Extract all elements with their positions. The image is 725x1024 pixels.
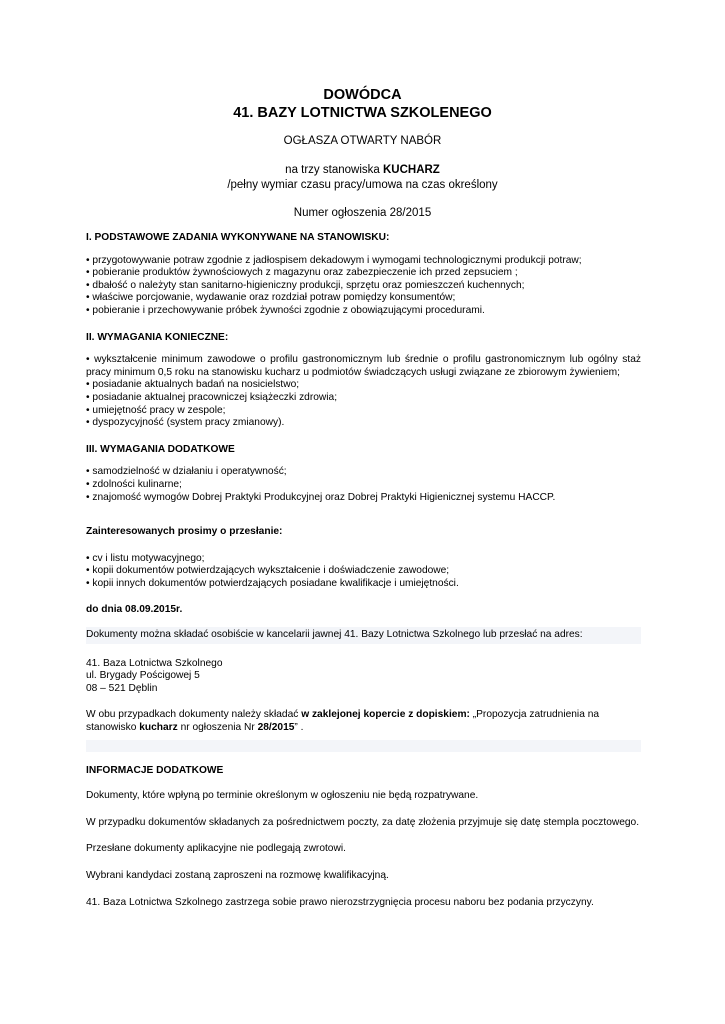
submit-text: Dokumenty można składać osobiście w kancelarii jawnej 41. Bazy Lotnictwa Szkolnego lub przesłać na adres: bbox=[86, 627, 641, 644]
section-3-list bbox=[86, 466, 641, 504]
list-item: • dyspozycyjność (system pracy zmianowy). bbox=[86, 417, 285, 429]
deadline: do dnia 08.09.2015r. bbox=[86, 604, 183, 616]
list-item: • pobieranie produktów żywnościowych z magazynu oraz zabezpieczenie ich przed zepsuciem ; bbox=[86, 267, 518, 279]
info-paragraph: Przesłane dokumenty aplikacyjne nie podlegają zwrotowi. bbox=[86, 843, 346, 855]
position-name: KUCHARZ bbox=[382, 164, 440, 176]
list-item: • znajomość wymogów Dobrej Praktyki Produkcyjnej oraz Dobrej Praktyki Higienicznej systemu HACCP. bbox=[86, 491, 556, 503]
address-block bbox=[86, 658, 641, 696]
list-item: • zdolności kulinarne; bbox=[86, 478, 182, 490]
list-item: • dbałość o należyty stan sanitarno-higieniczny produkcji, sprzętu oraz pomieszczeń kuchennych; bbox=[86, 279, 525, 291]
envelope-number: 28/2015 bbox=[257, 722, 295, 734]
envelope-text: ” . bbox=[294, 722, 304, 734]
info-title: INFORMACJE DODATKOWE bbox=[86, 764, 224, 776]
shaded-spacer bbox=[86, 740, 641, 752]
envelope-position: kucharz bbox=[139, 722, 178, 734]
section-2-title: II. WYMAGANIA KONIECZNE: bbox=[86, 331, 229, 343]
info-paragraph: W przypadku dokumentów składanych za pośrednictwem poczty, za datę złożenia przyjmuje się datę stempla pocztowego. bbox=[86, 816, 640, 828]
position-prefix: na trzy stanowiska bbox=[285, 164, 383, 176]
address-line: 41. Baza Lotnictwa Szkolnego bbox=[86, 657, 223, 669]
application-list bbox=[86, 553, 641, 591]
title-line-2: 41. BAZY LOTNICTWA SZKOLENEGO bbox=[233, 105, 492, 121]
list-item: • kopii innych dokumentów potwierdzających posiadane kwalifikacje i umiejętności. bbox=[86, 577, 459, 589]
subtitle: OGŁASZA OTWARTY NABÓR bbox=[283, 135, 442, 147]
section-1-title: I. PODSTAWOWE ZADANIA WYKONYWANE NA STANOWISKU: bbox=[86, 232, 390, 243]
announcement-number: Numer ogłoszenia 28/2015 bbox=[293, 207, 432, 219]
list-item: • kopii dokumentów potwierdzających wykształcenie i doświadczenie zawodowe; bbox=[86, 565, 450, 577]
address-line: 08 – 521 Dęblin bbox=[86, 682, 158, 694]
title-line-1: DOWÓDCA bbox=[323, 87, 402, 103]
list-item: • samodzielność w działaniu i operatywność; bbox=[86, 466, 287, 478]
list-item: • umiejętność pracy w zespole; bbox=[86, 404, 226, 416]
list-item: • przygotowywanie potraw zgodnie z jadłospisem dekadowym i wymogami technologicznymi produkcji potraw; bbox=[86, 254, 582, 266]
section-1-list bbox=[86, 255, 641, 318]
section-3-title: III. WYMAGANIA DODATKOWE bbox=[86, 443, 235, 455]
list-item: • właściwe porcjowanie, wydawanie oraz rozdział potraw pomiędzy konsumentów; bbox=[86, 292, 456, 304]
section-2-list bbox=[86, 354, 641, 430]
application-title: Zainteresowanych prosimy o przesłanie: bbox=[86, 526, 283, 538]
address-line: ul. Brygady Pościgowej 5 bbox=[86, 670, 200, 682]
envelope-text: „Propozycja zatrudnienia na stanowisko bbox=[86, 709, 600, 734]
info-paragraph: 41. Baza Lotnictwa Szkolnego zastrzega sobie prawo nierozstrzygnięcia procesu naboru bez podania przyczyny. bbox=[86, 896, 594, 908]
info-paragraph: Dokumenty, które wpłyną po terminie określonym w ogłoszeniu nie będą rozpatrywane. bbox=[86, 790, 479, 802]
envelope-text: nr ogłoszenia Nr bbox=[177, 722, 258, 734]
position-terms: /pełny wymiar czasu pracy/umowa na czas określony bbox=[227, 179, 498, 191]
list-item: • posiadanie aktualnej pracowniczej książeczki zdrowia; bbox=[86, 391, 338, 403]
list-item: • pobieranie i przechowywanie próbek żywności zgodnie z obowiązującymi procedurami. bbox=[86, 304, 485, 316]
info-paragraph: Wybrani kandydaci zostaną zaproszeni na rozmowę kwalifikacyjną. bbox=[86, 870, 389, 881]
list-item: • wykształcenie minimum zawodowe o profilu gastronomicznym lub średnie o profilu gastronomicznym lub ogólny staż pracy minimum 0,5 roku na stanowisku kucharz u podmiotów świadczących usługi związane ze zbiorowym żywieniem; bbox=[86, 354, 641, 378]
content bbox=[86, 232, 641, 909]
envelope-emphasis: w zaklejonej kopercie z dopiskiem: bbox=[301, 709, 470, 721]
position-block bbox=[0, 163, 725, 193]
envelope-text: W obu przypadkach dokumenty należy składać bbox=[86, 709, 302, 721]
envelope-instructions bbox=[86, 709, 641, 734]
list-item: • posiadanie aktualnych badań na nosicielstwo; bbox=[86, 379, 300, 391]
title-block bbox=[0, 86, 725, 122]
position-line bbox=[0, 163, 725, 178]
list-item: • cv i listu motywacyjnego; bbox=[86, 552, 205, 564]
